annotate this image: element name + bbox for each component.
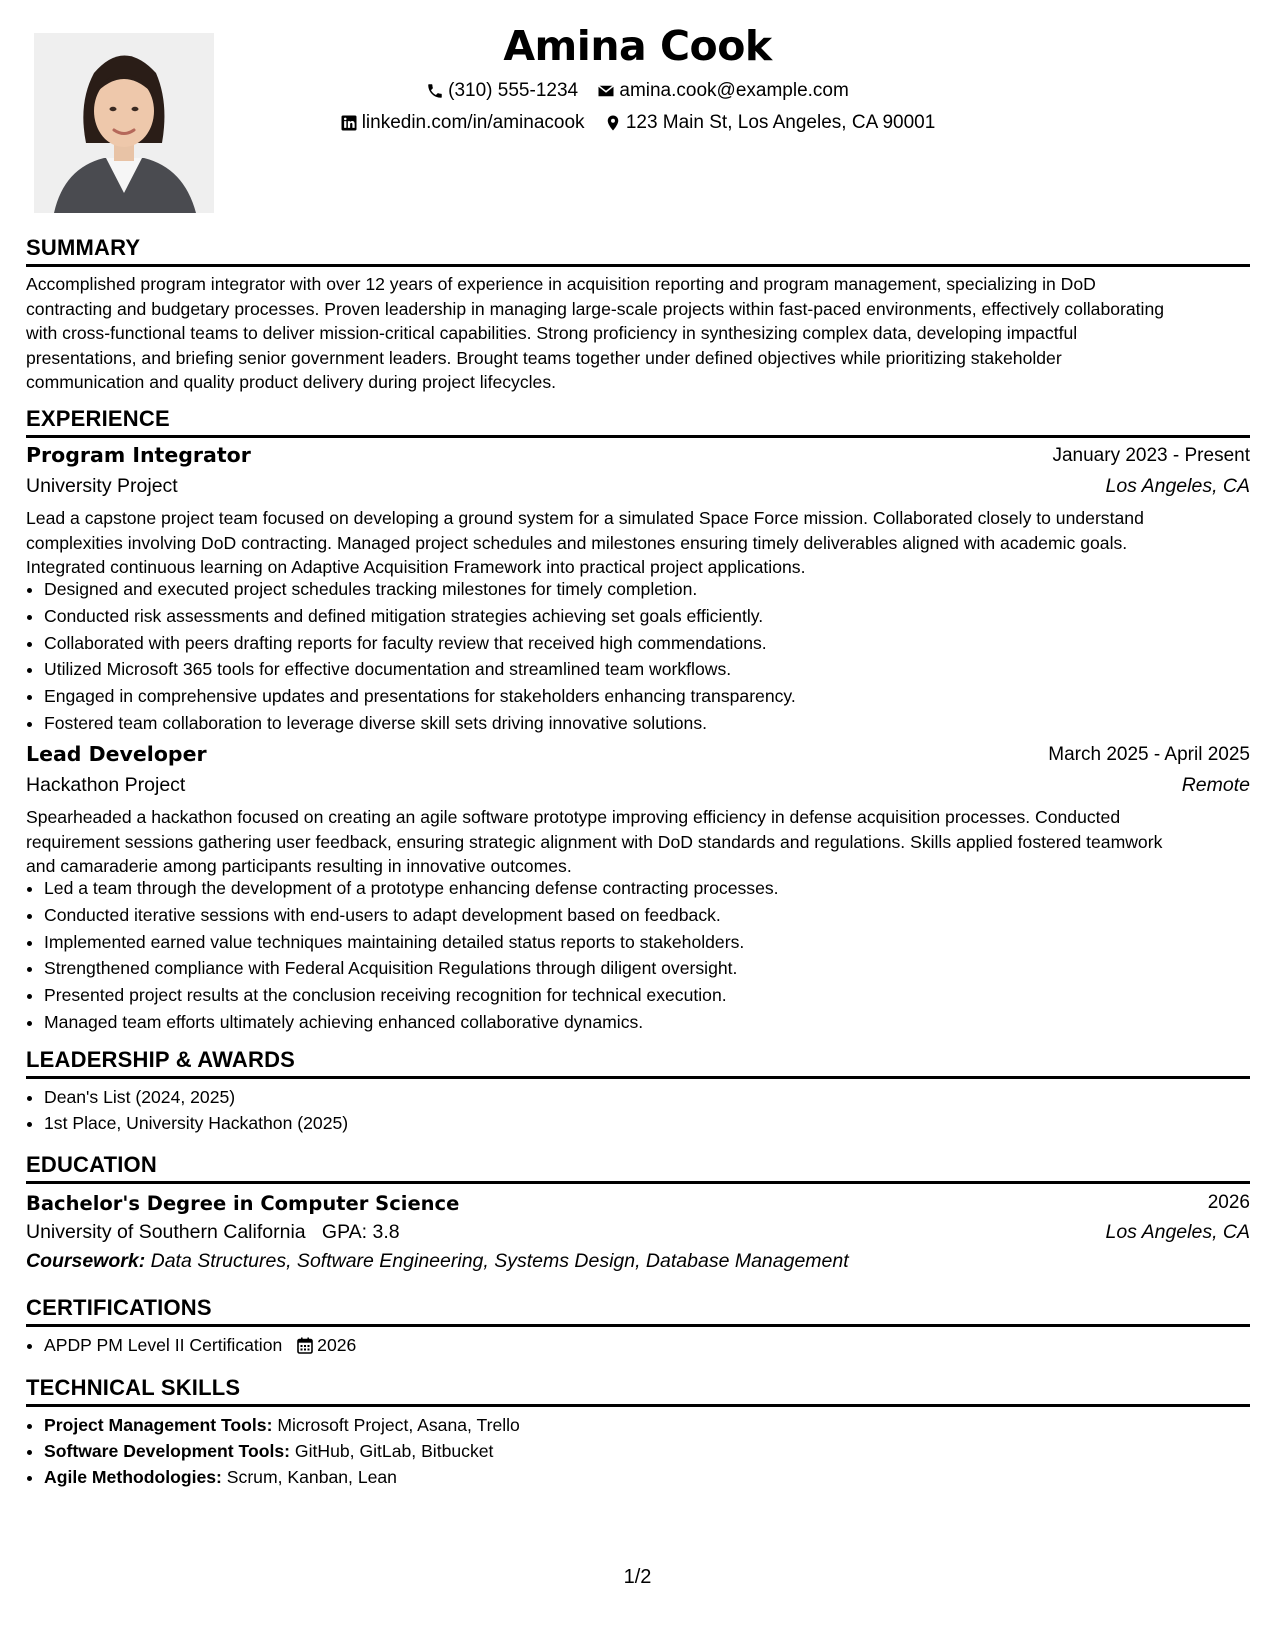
list-item [44,1333,1244,1359]
map-pin-icon [604,114,622,132]
list-item: • Engaged in comprehensive updates and presentations for stakeholders enhancing transparency. [44,684,1244,711]
list-item: • Fostered team collaboration to leverage diverse skill sets driving innovative solutions. [44,711,1244,738]
job-bullets [26,876,1244,1037]
list-item: • Dean's List (2024, 2025) [44,1085,1244,1111]
summary-line: presentations, and briefing senior government leaders. Brought teams together under defined objectives while prioritizing stakeholder [26,347,1062,368]
degree-title: Bachelor's Degree in Computer Science [26,1192,460,1215]
list-item: • Strengthened compliance with Federal Acquisition Regulations through diligent oversight. [44,956,1244,983]
summary-heading: SUMMARY [26,235,141,260]
coursework-list: Data Structures, Software Engineering, Systems Design, Database Management [150,1250,849,1272]
contact-row-1 [0,80,1275,106]
experience-heading: EXPERIENCE [26,406,170,431]
description-line: requirement sessions gathering user feedback, ensuring strategic alignment with DoD standards and regulations. Skills applied fostered teamwork [26,831,1163,852]
description-line: Spearheaded a hackathon focused on creating an agile software prototype improving efficiency in defense acquisition processes. Conducted [26,807,1121,827]
list-item: • Implemented earned value techniques maintaining detailed status reports to stakeholders. [44,930,1244,957]
school-line [26,1221,400,1244]
list-item: • 1st Place, University Hackathon (2025) [44,1111,1244,1137]
list-item: • Conducted risk assessments and defined mitigation strategies achieving set goals efficiently. [44,604,1244,631]
list-item [44,1439,1244,1465]
linkedin-icon [340,114,358,132]
email-text: amina.cook@example.com [619,80,849,101]
skill-value: Microsoft Project, Asana, Trello [277,1415,520,1435]
description-line: complexities involving DoD contracting. Managed project schedules and milestones ensuring timely deliverables aligned with academic goals. [26,532,1128,553]
job-title: Program Integrator [26,443,251,467]
job-dates: January 2023 - Present [1052,445,1250,466]
coursework-label: Coursework: [26,1250,146,1272]
school-name: University of Southern California [26,1221,306,1243]
skill-value: GitHub, GitLab, Bitbucket [294,1441,494,1461]
phone-contact[interactable] [426,80,578,102]
education-divider [26,1181,1250,1184]
description-line: and camaraderie among participants resulting in innovative outcomes. [26,856,572,876]
leadership-heading: LEADERSHIP & AWARDS [26,1047,296,1072]
list-item: • Managed team efforts ultimately achieving enhanced collaborative dynamics. [44,1010,1244,1037]
school-location: Los Angeles, CA [1105,1221,1250,1243]
summary-line: contracting and budgetary processes. Proven leadership in managing large-scale projects within fast-paced environments, effectively collaborating [26,298,1165,319]
education-heading: EDUCATION [26,1152,157,1177]
summary-divider [26,264,1250,267]
leadership-divider [26,1076,1250,1079]
job-organization: Hackathon Project [26,774,186,796]
job-bullets [26,577,1244,738]
email-contact[interactable] [597,80,848,102]
address-text: 123 Main St, Los Angeles, CA 90001 [625,112,936,133]
graduation-year: 2026 [1207,1192,1250,1213]
list-item [44,1413,1244,1439]
summary-text [26,272,1250,395]
phone-icon [426,82,444,100]
coursework [26,1250,849,1273]
certifications-heading: CERTIFICATIONS [26,1295,212,1320]
certifications-list [26,1333,1244,1359]
job-title: Lead Developer [26,742,207,766]
skill-label: Project Management Tools: [44,1415,273,1435]
address-contact [604,112,936,134]
list-item: • Designed and executed project schedules tracking milestones for timely completion. [44,577,1244,604]
list-item: • Presented project results at the conclusion receiving recognition for technical execution. [44,983,1244,1010]
job-description [26,805,1250,879]
certifications-divider [26,1324,1250,1327]
skill-label: Agile Methodologies: [44,1467,222,1487]
job-description [26,506,1250,580]
certification-name: APDP PM Level II Certification [44,1335,283,1355]
job-location: Los Angeles, CA [1105,475,1250,497]
skills-divider [26,1404,1250,1407]
phone-text: (310) 555-1234 [448,80,579,101]
experience-divider [26,435,1250,438]
job-location: Remote [1181,774,1250,796]
list-item: • Conducted iterative sessions with end-users to adapt development based on feedback. [44,903,1244,930]
gpa: GPA: 3.8 [321,1221,400,1243]
summary-line: with cross-functional teams to deliver mission-critical capabilities. Strong proficiency in synthesizing complex data, developing impactful [26,323,1078,343]
summary-line: communication and quality product delivery during project lifecycles. [26,372,557,392]
skills-heading: TECHNICAL SKILLS [26,1375,241,1400]
skills-list [26,1413,1244,1491]
list-item: • Collaborated with peers drafting reports for faculty review that received high commendations. [44,631,1244,658]
job-dates: March 2025 - April 2025 [1048,744,1250,765]
calendar-icon [297,1337,313,1354]
contact-row-2 [0,112,1275,138]
skill-label: Software Development Tools: [44,1441,291,1461]
skill-value: Scrum, Kanban, Lean [226,1467,397,1487]
description-line: Integrated continuous learning on Adaptive Acquisition Framework into practical project applications. [26,557,806,577]
linkedin-contact[interactable] [340,112,585,134]
envelope-icon [597,82,615,100]
linkedin-text: linkedin.com/in/aminacook [361,112,585,133]
list-item [44,1465,1244,1491]
awards-list [26,1085,1244,1137]
candidate-name: Amina Cook [503,22,772,70]
page-number: 1/2 [623,1566,652,1588]
certification-year: 2026 [317,1335,357,1355]
list-item: • Led a team through the development of a prototype enhancing defense contracting processes. [44,876,1244,903]
summary-line: Accomplished program integrator with over 12 years of experience in acquisition reporting and program management, specializing in DoD [26,274,1096,294]
list-item: • Utilized Microsoft 365 tools for effective documentation and streamlined team workflows. [44,657,1244,684]
job-organization: University Project [26,475,178,497]
description-line: Lead a capstone project team focused on developing a ground system for a simulated Space Force mission. Collaborated closely to understand [26,508,1144,528]
